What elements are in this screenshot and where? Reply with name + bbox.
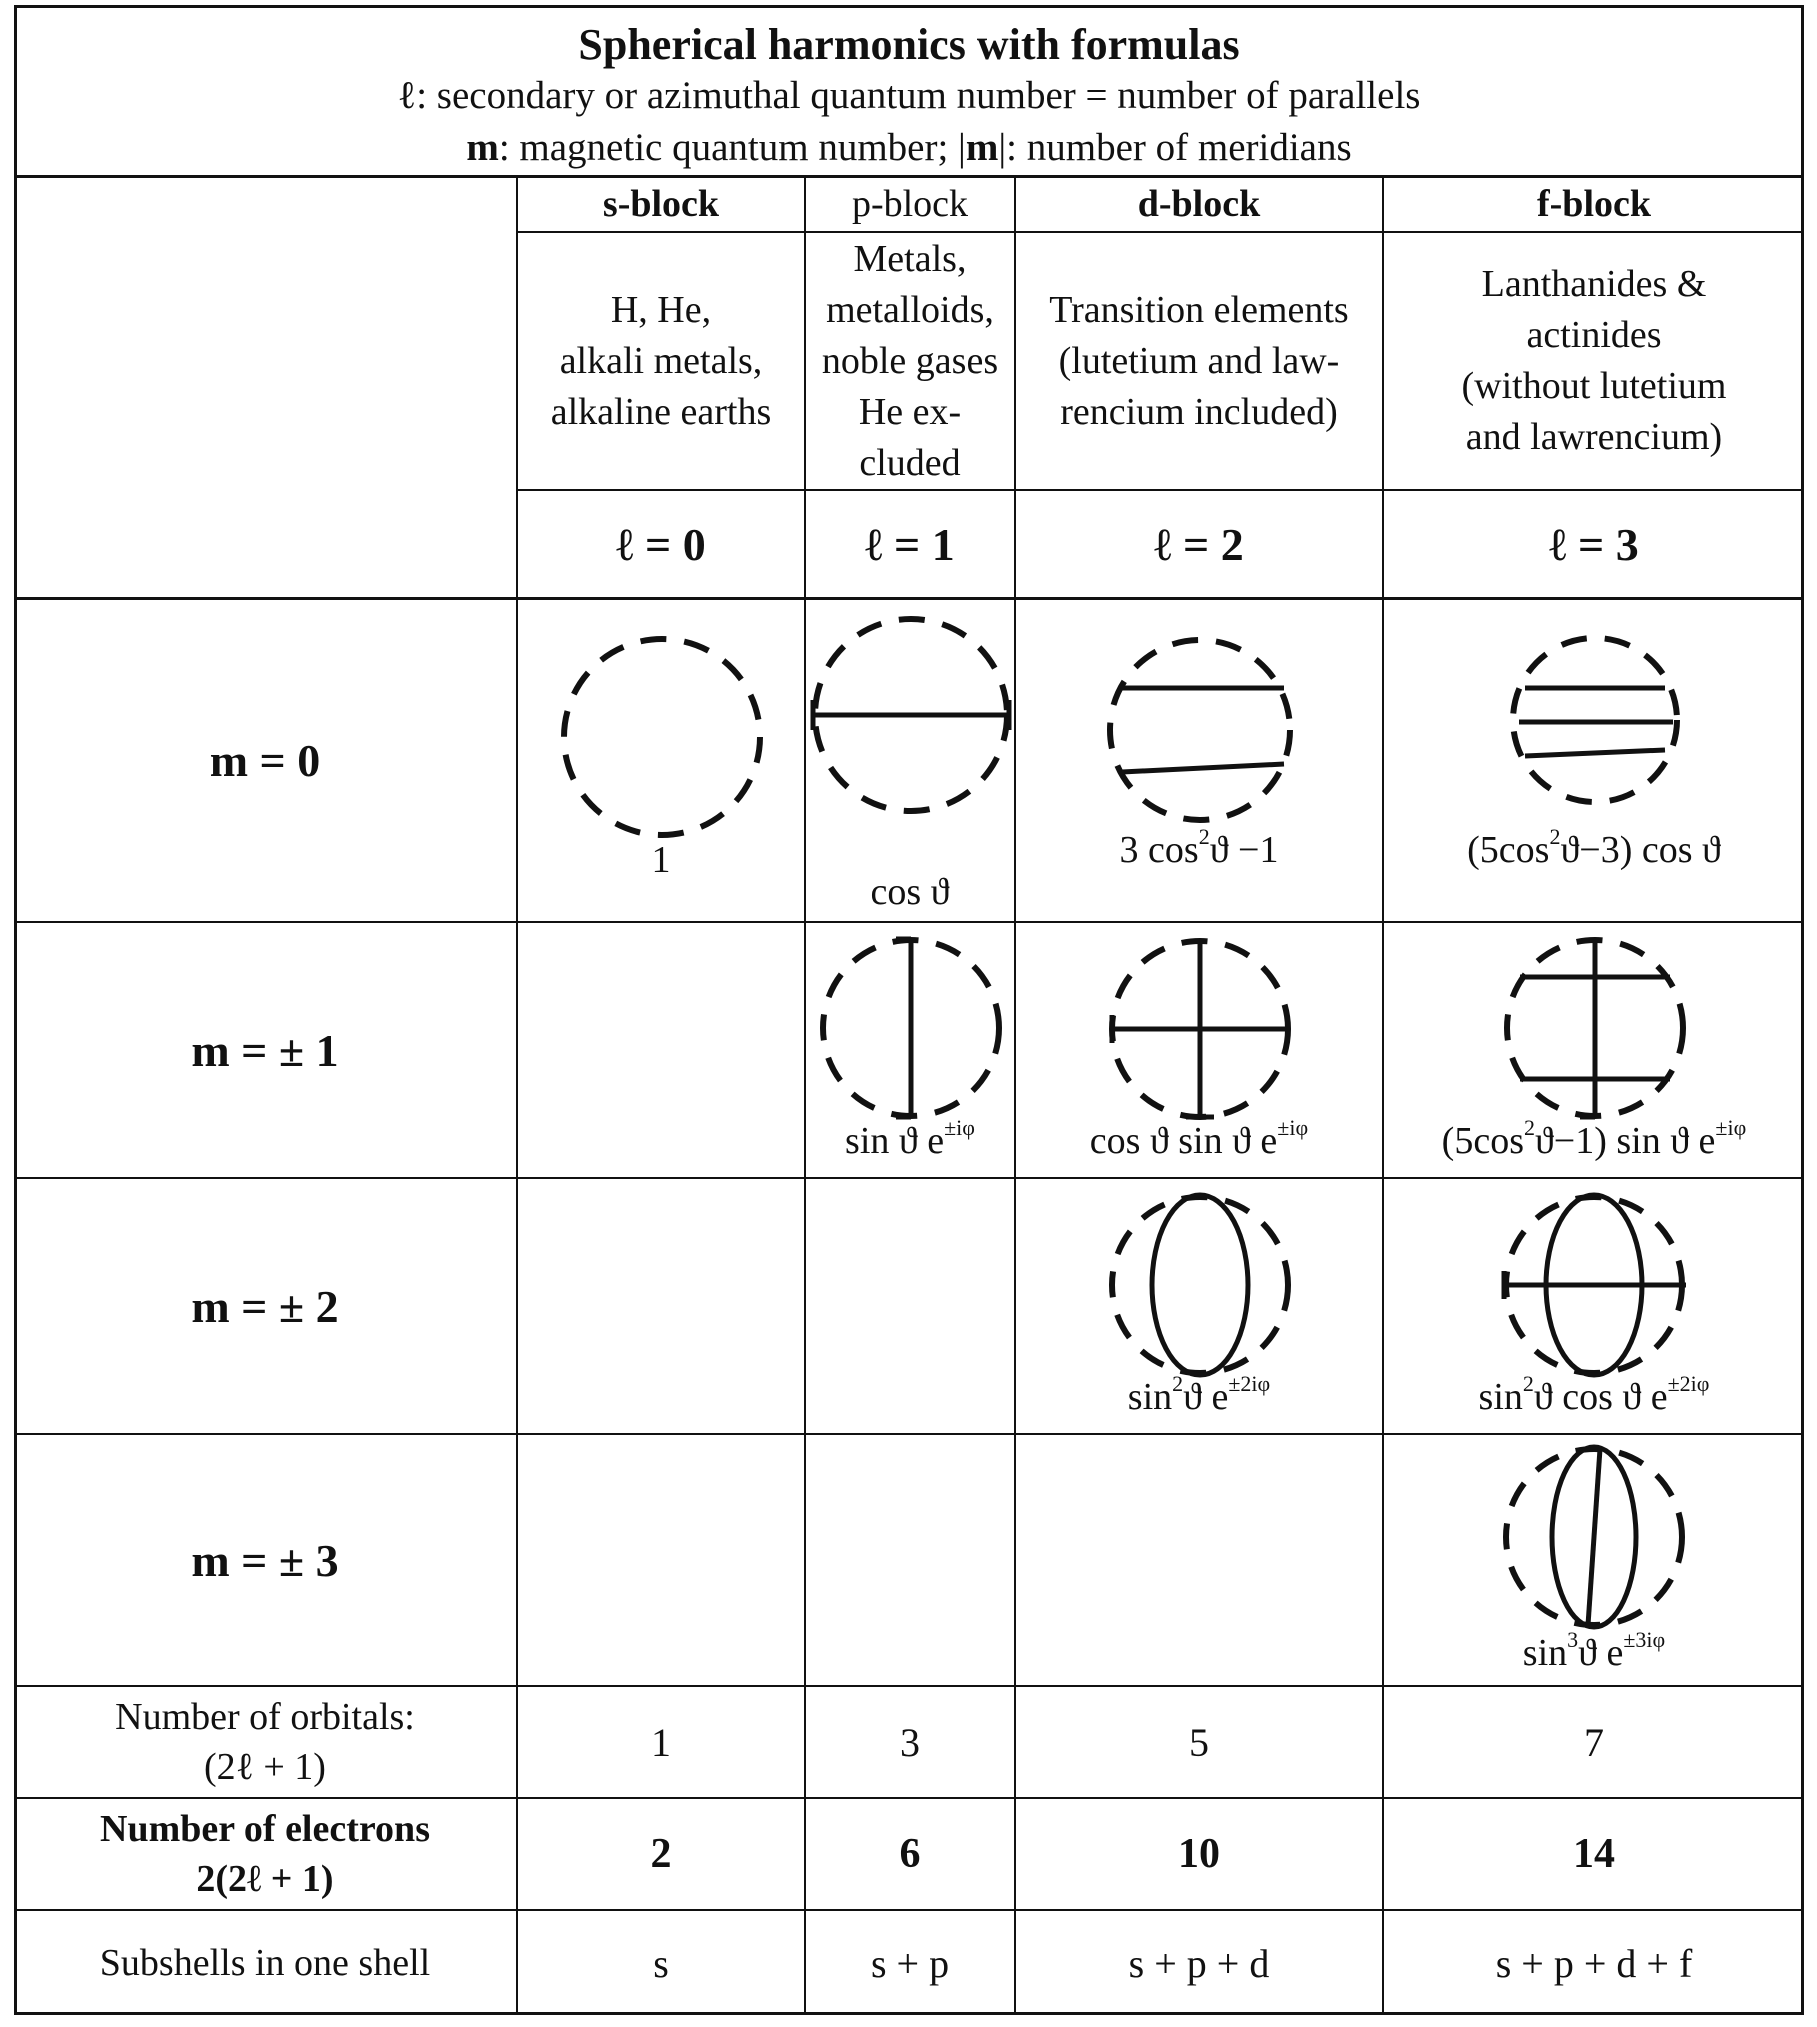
desc-line: cluded	[859, 441, 961, 484]
harmonic-d-m2	[1014, 1177, 1382, 1433]
subshells-row-label: Subshells in one shell	[14, 1909, 516, 2015]
desc-p-block	[804, 231, 1014, 489]
orbitals-p: 3	[804, 1685, 1014, 1797]
f-m3-orbital-diagram	[1496, 1439, 1692, 1635]
harmonic-p-m2-empty	[804, 1177, 1014, 1433]
harmonic-p-m0	[804, 597, 1014, 921]
header-blank-cell	[14, 175, 516, 597]
formula-f-m3	[1384, 1627, 1804, 1675]
orbitals-s: 1	[516, 1685, 804, 1797]
orbitals-row-label	[14, 1685, 516, 1797]
orbitals-label-line: Number of orbitals:	[115, 1696, 415, 1738]
subshells-f: s + p + d + f	[1382, 1909, 1804, 2015]
formula-d-m0	[1016, 824, 1382, 872]
table-subtitle-l: ℓ: secondary or azimuthal quantum number = number of parallels	[397, 74, 1421, 117]
m-symbol: m	[466, 126, 499, 169]
orbitals-formula-line: (2ℓ + 1)	[204, 1746, 326, 1788]
formula-sup: 2	[1522, 1371, 1534, 1396]
l-value-p: ℓ = 1	[804, 489, 1014, 597]
formula-sup: ±3iφ	[1623, 1627, 1666, 1652]
formula-sup: 2	[1198, 824, 1210, 849]
l-value-s: ℓ = 0	[516, 489, 804, 597]
formula-sup: ±2iφ	[1228, 1371, 1271, 1396]
desc-line: He ex-	[858, 390, 962, 433]
f-m1-orbital-diagram	[1498, 931, 1692, 1125]
electrons-row-label	[14, 1797, 516, 1909]
formula-part: cos ϑ sin ϑ e	[1089, 1120, 1278, 1162]
harmonic-s-m0	[516, 597, 804, 921]
formula-part: ϑ e	[1578, 1632, 1624, 1674]
formula-sup: ±iφ	[944, 1115, 975, 1140]
subshells-d: s + p + d	[1014, 1909, 1382, 2015]
orbitals-d: 5	[1014, 1685, 1382, 1797]
harmonic-f-m1	[1382, 921, 1804, 1177]
harmonic-p-m3-empty	[804, 1433, 1014, 1685]
header-s-block: s-block	[516, 175, 804, 231]
electrons-label-line: Number of electrons	[100, 1808, 430, 1850]
table-subtitle-m	[17, 122, 1801, 174]
desc-line: actinides	[1526, 314, 1662, 356]
harmonic-s-m1-empty	[516, 921, 804, 1177]
formula-part: ϑ−1) sin ϑ e	[1534, 1120, 1716, 1162]
harmonic-d-m0	[1014, 597, 1382, 921]
formula-part: (5cos	[1467, 829, 1550, 871]
desc-line: rencium included)	[1060, 390, 1338, 433]
electrons-s: 2	[516, 1797, 804, 1909]
m-row-label-2: m = ± 2	[14, 1177, 516, 1433]
formula-sup: 3	[1567, 1627, 1579, 1652]
f-m2-orbital-diagram	[1494, 1187, 1694, 1383]
harmonic-f-m3	[1382, 1433, 1804, 1685]
formula-f-m1	[1384, 1115, 1804, 1163]
desc-line: metalloids,	[826, 288, 994, 331]
formula-part: (5cos	[1441, 1120, 1524, 1162]
formula-part: sin	[1478, 1376, 1523, 1418]
d-m1-orbital-diagram	[1102, 931, 1298, 1127]
formula-f-m0	[1384, 824, 1804, 872]
harmonic-s-m2-empty	[516, 1177, 804, 1433]
harmonic-f-m2	[1382, 1177, 1804, 1433]
formula-part: ϑ e	[1183, 1376, 1229, 1418]
orbitals-f: 7	[1382, 1685, 1804, 1797]
electrons-d: 10	[1014, 1797, 1382, 1909]
desc-line: Lanthanides &	[1481, 263, 1707, 305]
formula-part: 3 cos	[1119, 829, 1199, 871]
p-m0-orbital-diagram	[808, 612, 1014, 818]
harmonic-s-m3-empty	[516, 1433, 804, 1685]
desc-line: (lutetium and law-	[1058, 339, 1340, 382]
subshells-s: s	[516, 1909, 804, 2015]
m-row-label-1: m = ± 1	[14, 921, 516, 1177]
m-abs-description: |: number of meridians	[998, 126, 1352, 169]
s-orbital-diagram	[555, 630, 769, 844]
formula-f-m2	[1384, 1371, 1804, 1419]
harmonic-f-m0	[1382, 597, 1804, 921]
formula-p-m0: cos ϑ	[870, 871, 950, 913]
subshells-p: s + p	[804, 1909, 1014, 2015]
electrons-f: 14	[1382, 1797, 1804, 1909]
formula-sup: ±2iφ	[1667, 1371, 1710, 1396]
desc-line: noble gases	[821, 339, 999, 382]
p-m1-orbital-diagram	[814, 931, 1008, 1125]
table-title-box	[14, 5, 1804, 175]
m-row-label-0: m = 0	[14, 597, 516, 921]
l-value-d: ℓ = 2	[1014, 489, 1382, 597]
formula-p-m1	[806, 1115, 1014, 1163]
l-value-f: ℓ = 3	[1382, 489, 1804, 597]
header-d-block: d-block	[1014, 175, 1382, 231]
formula-sup: ±iφ	[1277, 1115, 1309, 1140]
desc-line: H, He,	[610, 288, 712, 331]
formula-sup: 2	[1549, 824, 1561, 849]
m-description: : magnetic quantum number; |	[498, 126, 966, 169]
formula-part: sin ϑ e	[845, 1120, 945, 1162]
formula-d-m1	[1016, 1115, 1382, 1163]
formula-part: sin	[1522, 1632, 1568, 1674]
desc-line: and lawrencium)	[1465, 416, 1723, 458]
d-m2-orbital-diagram	[1102, 1187, 1298, 1383]
header-p-block: p-block	[804, 175, 1014, 231]
m-symbol-abs: m	[965, 126, 999, 169]
formula-sup: 2	[1523, 1115, 1535, 1140]
desc-line: Metals,	[853, 237, 967, 280]
desc-line: alkali metals,	[559, 339, 763, 382]
desc-s-block	[516, 231, 804, 489]
electrons-formula-line: 2(2ℓ + 1)	[196, 1858, 334, 1900]
f-m0-orbital-diagram	[1505, 630, 1685, 810]
m-row-label-3: m = ± 3	[14, 1433, 516, 1685]
harmonic-d-m1	[1014, 921, 1382, 1177]
spherical-harmonics-table	[14, 5, 1804, 2015]
desc-d-block	[1014, 231, 1382, 489]
formula-part: sin	[1127, 1376, 1173, 1418]
formula-sup: 2	[1172, 1371, 1184, 1396]
harmonic-p-m1	[804, 921, 1014, 1177]
formula-part: ϑ −1	[1209, 829, 1279, 871]
desc-line: alkaline earths	[550, 390, 772, 433]
formula-sup: ±iφ	[1715, 1115, 1747, 1140]
d-m0-orbital-diagram	[1100, 630, 1300, 830]
table-title: Spherical harmonics with formulas	[578, 20, 1240, 69]
table-grid	[14, 175, 1804, 2015]
formula-part: ϑ−3) cos ϑ	[1560, 829, 1721, 871]
harmonic-d-m3-empty	[1014, 1433, 1382, 1685]
formula-s-m0: 1	[651, 839, 671, 881]
formula-d-m2	[1016, 1371, 1382, 1419]
desc-line: (without lutetium	[1461, 365, 1727, 407]
desc-line: Transition elements	[1049, 288, 1349, 331]
electrons-p: 6	[804, 1797, 1014, 1909]
desc-f-block	[1382, 231, 1804, 489]
formula-part: ϑ cos ϑ e	[1533, 1376, 1668, 1418]
header-f-block: f-block	[1382, 175, 1804, 231]
